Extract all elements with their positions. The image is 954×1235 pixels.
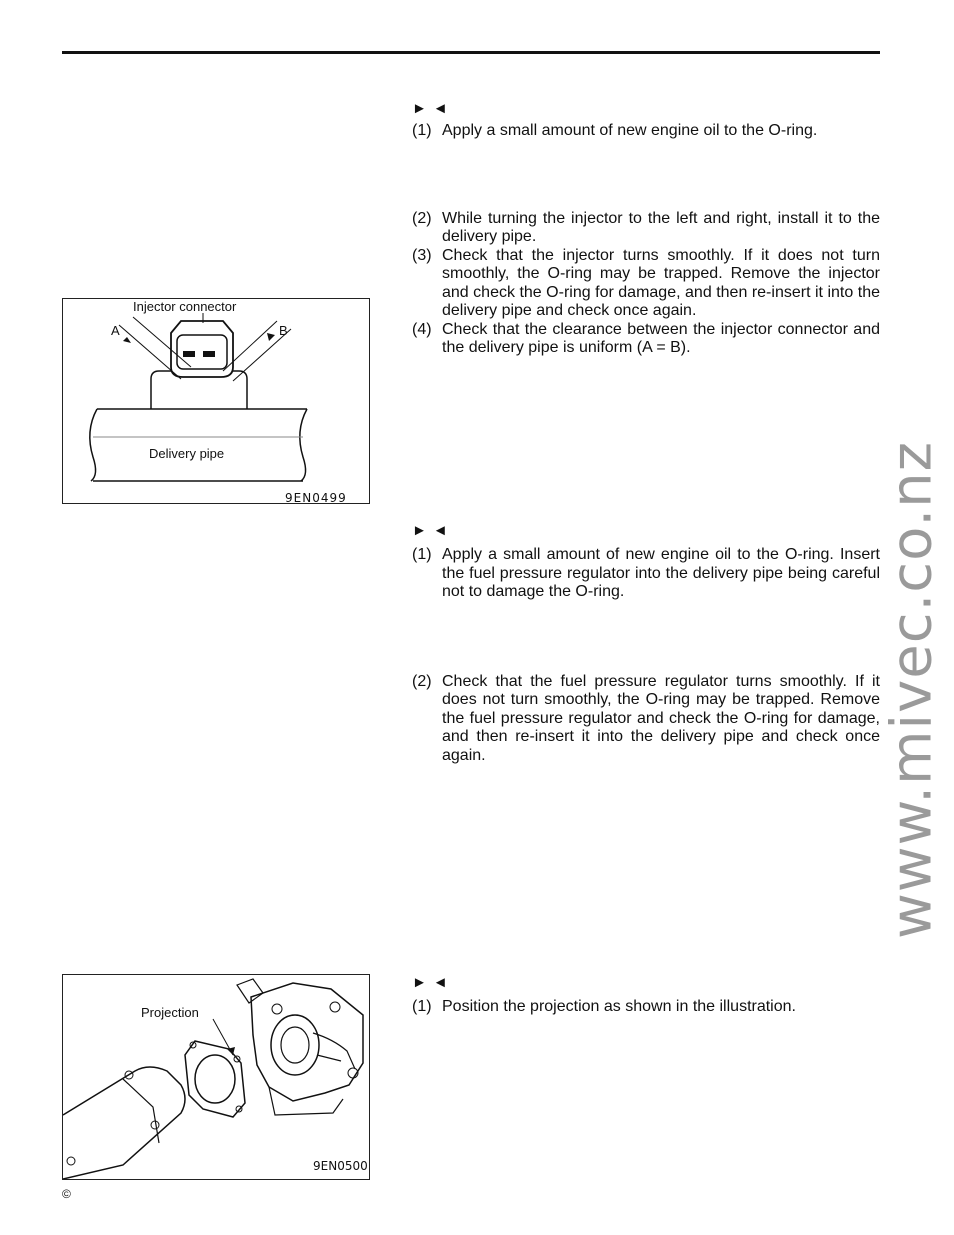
injector-connector-label: Injector connector [133,299,237,314]
gasket-install-section [412,972,880,1017]
step-number: (1) [412,546,432,563]
step-text: Position the projection as shown in the illustration. [442,998,796,1015]
step-number: (4) [412,320,432,338]
section-arrow-marks: ►◄ [412,100,454,117]
section-arrow-marks: ►◄ [412,974,454,991]
step-text: Apply a small amount of new engine oil to the O-ring. Insert the fuel pressure regulator into the delivery pipe being careful not to damage the O-ring. [442,546,880,600]
step-number: (2) [412,209,432,227]
step-text: Apply a small amount of new engine oil to the O-ring. [442,122,818,139]
step-item [412,546,880,602]
step-number: (1) [412,998,432,1015]
step-text: While turning the injector to the left and right, install it to the delivery pipe. [442,209,880,245]
step-item [412,998,880,1017]
section-arrow-marks: ►◄ [412,522,454,539]
step-text: Check that the injector turns smoothly. If it does not turn smoothly, the O-ring may be trapped. Remove the injector and check the O-ring for damage, and then re-insert it into the delivery pipe and check once again. [442,246,880,319]
gasket-projection-drawing [63,975,369,1179]
clearance-b-label: B [279,323,288,338]
clearance-a-label: A [111,323,120,338]
step-number: (1) [412,122,432,139]
step-item [412,247,880,321]
header-rule [62,51,880,54]
figure-code: 9EN0500 [313,1159,368,1173]
step-number: (3) [412,246,432,264]
step-item [412,210,880,247]
step-number: (2) [412,672,432,690]
gasket-projection-figure [62,974,370,1180]
step-item [412,673,880,766]
regulator-install-section [412,520,880,765]
step-text: Check that the fuel pressure regulator turns smoothly. If it does not turn smoothly, the O-ring may be trapped. Remove the fuel pressure regulator and check the O-ring for damage, and then re-insert it into the delivery pipe and check once again. [442,672,880,764]
injector-clearance-figure [62,298,370,504]
injector-clearance-drawing [63,299,369,503]
delivery-pipe-label: Delivery pipe [149,446,225,461]
step-text: Check that the clearance between the injector connector and the delivery pipe is uniform (A = B). [442,320,880,356]
figure-code: 9EN0499 [285,491,347,504]
copyright-mark: © [62,1187,71,1201]
step-item [412,122,880,141]
watermark-text: www.mivec.co.nz [879,440,945,940]
step-item [412,321,880,358]
projection-label: Projection [141,1005,199,1020]
injector-install-section [412,98,880,358]
